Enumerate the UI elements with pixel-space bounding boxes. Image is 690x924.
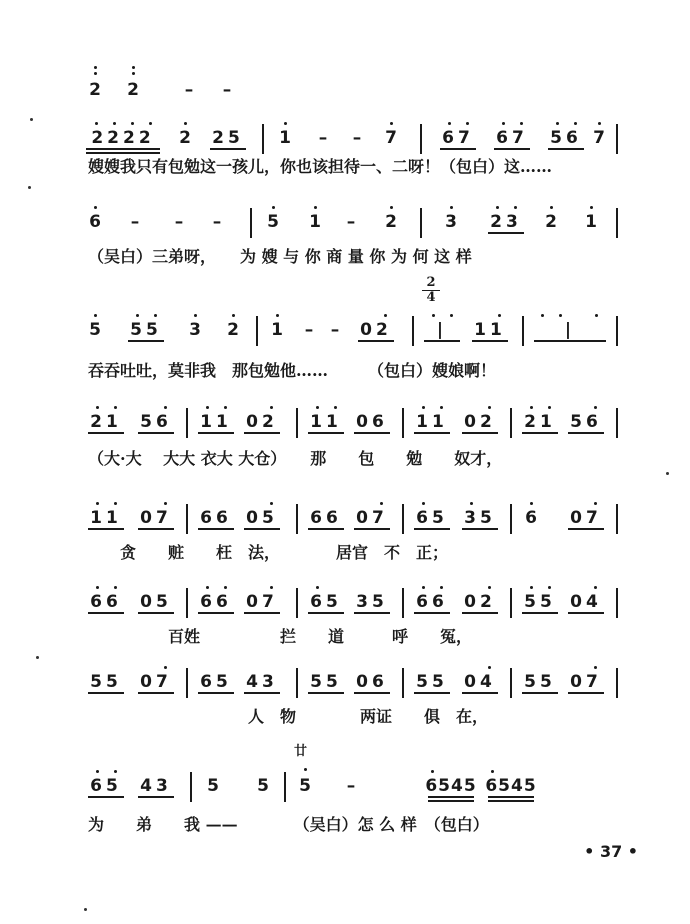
barline (402, 504, 404, 534)
barline (250, 208, 252, 238)
note-group: 56 (544, 108, 588, 158)
note-group: 66 (84, 572, 128, 622)
note-group: 55 (124, 300, 168, 350)
barline (186, 408, 188, 438)
barline (296, 588, 298, 618)
barline (522, 316, 524, 346)
barline (510, 668, 512, 698)
note-group: 55 (304, 652, 348, 702)
note: 2 (84, 60, 106, 110)
note-group: 65 (410, 488, 454, 538)
barline (616, 504, 618, 534)
note-group: 11 (410, 392, 454, 442)
lyric-line: 嫂嫂我只有包勉这一孩儿，你也该担待一、二呀！（包白）这…… (88, 157, 553, 176)
note: 5 (257, 776, 269, 796)
note: 5 (84, 300, 106, 350)
note-group: 55 (518, 652, 562, 702)
score-row-7 (0, 572, 690, 622)
dash: – (222, 80, 232, 100)
note: 6 (520, 488, 542, 538)
note-group: 43 (134, 756, 178, 806)
score-row-2 (0, 108, 690, 158)
note-group: 67 (490, 108, 534, 158)
note-group: | (420, 300, 464, 350)
note-group: 11 (84, 488, 128, 538)
note-group: 07 (134, 488, 178, 538)
barline (186, 504, 188, 534)
note-group: 21 (518, 392, 562, 442)
note-group: 07 (240, 572, 284, 622)
note-group: 02 (458, 392, 502, 442)
note: 1 (304, 192, 326, 242)
dash: – (318, 128, 328, 148)
note-group: 55 (410, 652, 454, 702)
page-speck (84, 908, 87, 911)
note-group: 06 (350, 392, 394, 442)
barline (616, 316, 618, 346)
lyric-line: 为 弟 我 —— （吴白）怎 么 样 （包白） (88, 815, 489, 834)
note-group: 55 (518, 572, 562, 622)
time-signature: 2 4 (422, 276, 440, 305)
barline (284, 772, 286, 802)
note: 2 (222, 300, 244, 350)
note-group: 65 (304, 572, 348, 622)
note-group: 6545 (424, 756, 478, 806)
lyric-line: （吴白）三弟呀， 为 嫂 与 你 商 量 你 为 何 这 样 (88, 247, 472, 266)
barline (186, 588, 188, 618)
barline (616, 208, 618, 238)
dash: – (346, 212, 356, 232)
note: 2 (540, 192, 562, 242)
note-group: 23 (484, 192, 528, 242)
barline (296, 668, 298, 698)
note-group: 11 (304, 392, 348, 442)
score-row-3 (0, 192, 690, 242)
note-group: 04 (564, 572, 608, 622)
page-speck (28, 186, 31, 189)
note-group: 11 (468, 300, 512, 350)
barline (510, 588, 512, 618)
barline (296, 504, 298, 534)
barline (510, 504, 512, 534)
dash: – (212, 212, 222, 232)
score-row-1 (0, 60, 690, 110)
barline (616, 124, 618, 154)
score-row-6 (0, 488, 690, 538)
note-group: 2222 (82, 108, 164, 158)
note-group: 43 (240, 652, 284, 702)
note-group: 07 (564, 488, 608, 538)
note-group: 55 (84, 652, 128, 702)
note-group: 05 (134, 572, 178, 622)
barline (296, 408, 298, 438)
lyric-line: 贪 赃 枉 法， 居官 不 正； (88, 543, 449, 562)
barline (616, 668, 618, 698)
note-group: 25 (206, 108, 250, 158)
score-row-8 (0, 652, 690, 702)
note-fermata: 5 (294, 756, 316, 806)
note: 1 (274, 108, 296, 158)
note: 5 (207, 776, 219, 796)
barline (402, 408, 404, 438)
note-group: 66 (410, 572, 454, 622)
barline (186, 668, 188, 698)
barline (420, 124, 422, 154)
note-group: 35 (350, 572, 394, 622)
dash: – (346, 776, 356, 796)
note-group: 56 (134, 392, 178, 442)
note-group: 02 (458, 572, 502, 622)
note: 2 (174, 108, 196, 158)
dash: – (330, 320, 340, 340)
barline (420, 208, 422, 238)
page-speck (666, 472, 669, 475)
note: 7 (380, 108, 402, 158)
barline (402, 588, 404, 618)
barline (412, 316, 414, 346)
page-number: • 37 • (584, 842, 638, 861)
barline (510, 408, 512, 438)
lyric-line: 吞吞吐吐，莫非我 那包勉他…… （包白）嫂娘啊！ (88, 361, 497, 380)
barline (616, 408, 618, 438)
score-row-9 (0, 756, 690, 806)
note-group: 6545 (484, 756, 538, 806)
barline (190, 772, 192, 802)
note-group: 02 (354, 300, 398, 350)
note-group: 07 (564, 652, 608, 702)
note-group: 07 (134, 652, 178, 702)
lyric-line: （大·大 大大 衣大 大仓） 那 包 勉 奴才， (88, 449, 503, 468)
note-group: 65 (194, 652, 238, 702)
score-row-5 (0, 392, 690, 442)
barline (616, 588, 618, 618)
note: 2 (380, 192, 402, 242)
barline (402, 668, 404, 698)
dash: – (304, 320, 314, 340)
note: 1 (266, 300, 288, 350)
note: 1 (580, 192, 602, 242)
score-row-4 (0, 300, 690, 350)
note-group: 35 (458, 488, 502, 538)
note: 2 (122, 60, 144, 110)
note-group: | (530, 300, 610, 350)
note-group: 66 (194, 572, 238, 622)
tempo-mark: 廿 (294, 744, 308, 759)
note-group: 04 (458, 652, 502, 702)
note-group: 05 (240, 488, 284, 538)
note: 5 (262, 192, 284, 242)
note: 7 (588, 108, 610, 158)
lyric-line: 百姓 拦 道 呼 冤， (88, 627, 473, 646)
dash: – (130, 212, 140, 232)
lyric-line: 人 物 两证 俱 在， (88, 707, 489, 726)
barline (256, 316, 258, 346)
note: 3 (184, 300, 206, 350)
dash: – (184, 80, 194, 100)
note-group: 65 (84, 756, 128, 806)
note-group: 11 (194, 392, 238, 442)
note: 6 (84, 192, 106, 242)
note-group: 02 (240, 392, 284, 442)
note-group: 66 (304, 488, 348, 538)
note-group: 66 (194, 488, 238, 538)
note-group: 06 (350, 652, 394, 702)
note-group: 67 (436, 108, 480, 158)
barline (262, 124, 264, 154)
note-group: 56 (564, 392, 608, 442)
note-group: 07 (350, 488, 394, 538)
note-group: 21 (84, 392, 128, 442)
dash: – (352, 128, 362, 148)
note: 3 (440, 192, 462, 242)
dash: – (174, 212, 184, 232)
